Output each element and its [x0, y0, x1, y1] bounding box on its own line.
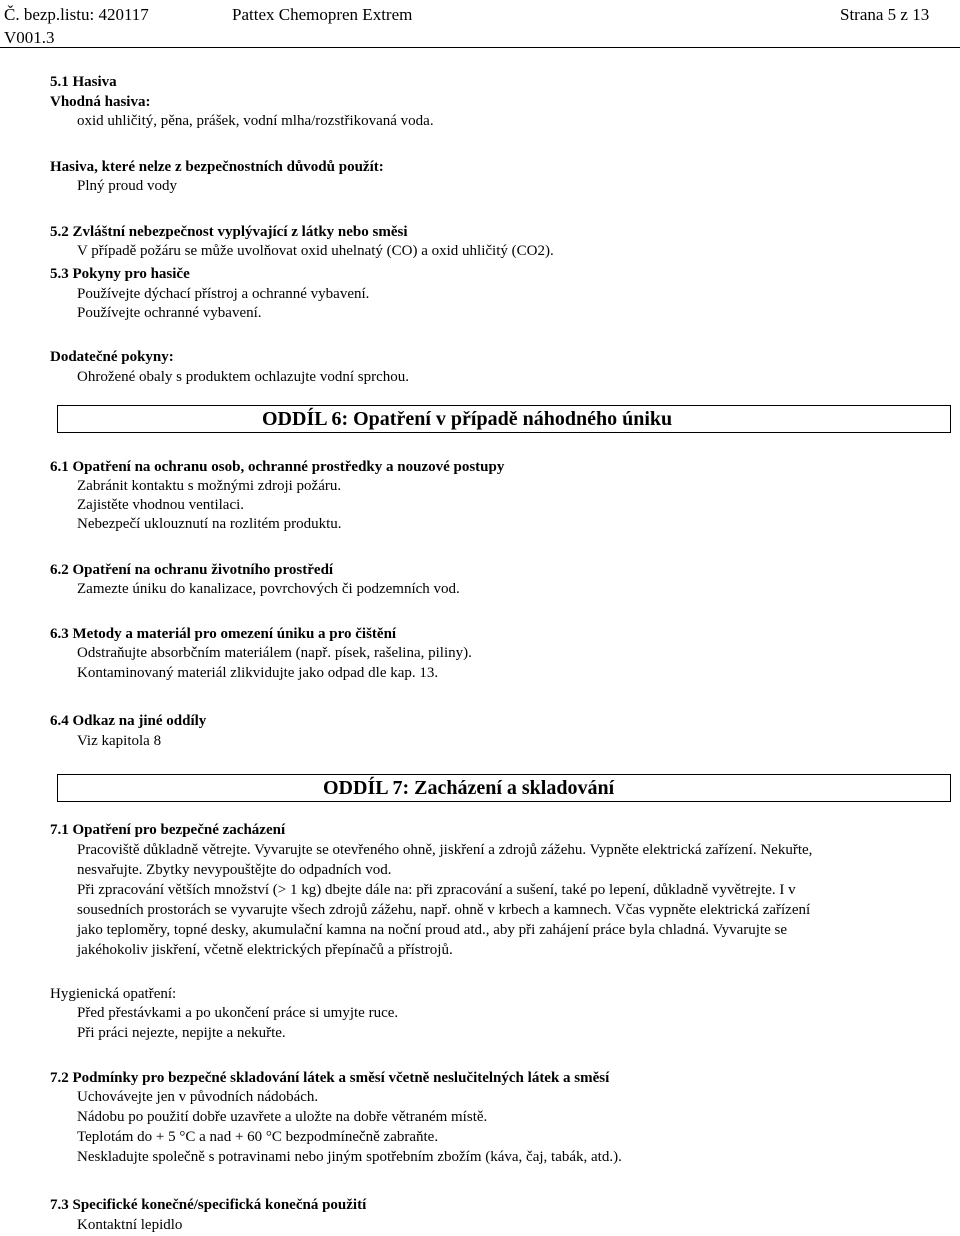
text-6-1-a: Zabránit kontaktu s možnými zdroji požáru. [77, 478, 342, 494]
hygiene-label: Hygienická opatření: [50, 986, 177, 1002]
text-7-1-line-4: sousedních prostorách se vyvarujte všech zdrojů zážehu, např. ohně v krbech a kamnech. Včas vypněte elektrická zařízení [77, 902, 811, 918]
text-5-3-b: Používejte ochranné vybavení. [77, 305, 262, 321]
heading-6-2: 6.2 Opatření na ochranu životního prostředí [50, 562, 334, 578]
heading-6-4: 6.4 Odkaz na jiné oddíly [50, 713, 207, 729]
hygiene-text-b: Při práci nejezte, nepijte a nekuřte. [77, 1025, 286, 1041]
heading-5-1: 5.1 Hasiva [50, 74, 117, 90]
sheet-number: Č. bezp.listu: 420117 [4, 5, 149, 24]
heading-7-1: 7.1 Opatření pro bezpečné zacházení [50, 822, 286, 838]
heading-5-3: 5.3 Pokyny pro hasiče [50, 266, 190, 282]
version-label: V001.3 [4, 28, 55, 47]
heading-6-3: 6.3 Metody a materiál pro omezení úniku a pro čištění [50, 626, 397, 642]
text-7-2-d: Neskladujte společně s potravinami nebo jiným spotřebním zbožím (káva, čaj, tabák, atd.). [77, 1149, 622, 1165]
additional-label: Dodatečné pokyny: [50, 349, 174, 365]
text-7-2-a: Uchovávejte jen v původních nádobách. [77, 1089, 319, 1105]
heading-7-3: 7.3 Specifické konečné/specifická konečná použití [50, 1197, 367, 1213]
text-6-2: Zamezte úniku do kanalizace, povrchových či podzemních vod. [77, 581, 460, 597]
suitable-media-text: oxid uhličitý, pěna, prášek, vodní mlha/rozstřikovaná voda. [77, 113, 434, 129]
heading-6-1: 6.1 Opatření na ochranu osob, ochranné prostředky a nouzové postupy [50, 459, 505, 475]
header-divider [0, 47, 960, 48]
text-6-1-c: Nebezpečí uklouznutí na rozlitém produktu. [77, 516, 342, 532]
text-7-3: Kontaktní lepidlo [77, 1217, 183, 1233]
unsuitable-media-text: Plný proud vody [77, 178, 178, 194]
product-name: Pattex Chemopren Extrem [232, 5, 413, 24]
text-7-2-b: Nádobu po použití dobře uzavřete a uložte na dobře větraném místě. [77, 1109, 488, 1125]
text-7-1-line-5: jako teploměry, topné desky, akumulační kamna na noční proud atd., aby při zahájení práce byla chladná. Vyvarujte se [77, 922, 788, 938]
unsuitable-media-label: Hasiva, které nelze z bezpečnostních důvodů použít: [50, 159, 384, 175]
text-7-1-line-1: Pracoviště důkladně větrejte. Vyvarujte se otevřeného ohně, jiskření a zdrojů zážehu. Vypněte elektrická zařízení. Nekuřte, [77, 842, 813, 858]
text-6-1-b: Zajistěte vhodnou ventilaci. [77, 497, 245, 513]
text-5-2: V případě požáru se může uvolňovat oxid uhelnatý (CO) a oxid uhličitý (CO2). [77, 243, 554, 259]
hygiene-text-a: Před přestávkami a po ukončení práce si umyjte ruce. [77, 1005, 399, 1021]
text-6-3-b: Kontaminovaný materiál zlikvidujte jako odpad dle kap. 13. [77, 665, 439, 681]
text-7-1-line-3: Při zpracování větších množství (> 1 kg) dbejte dále na: při zpracování a sušení, také po lepení, důkladně vyvětrejte. I v [77, 882, 796, 898]
section-7-title: ODDÍL 7: Zacházení a skladování [323, 777, 615, 799]
text-7-2-c: Teplotám do + 5 °C a nad + 60 °C bezpodmínečně zabraňte. [77, 1129, 439, 1145]
text-7-1-line-2: nesvařujte. Zbytky nevypouštějte do odpadních vod. [77, 862, 392, 878]
text-5-3-a: Používejte dýchací přístroj a ochranné vybavení. [77, 286, 370, 302]
page-number: Strana 5 z 13 [840, 5, 930, 24]
text-6-4: Viz kapitola 8 [77, 733, 162, 749]
suitable-media-label: Vhodná hasiva: [50, 94, 151, 110]
heading-5-2: 5.2 Zvláštní nebezpečnost vyplývající z látky nebo směsi [50, 224, 408, 240]
heading-7-2: 7.2 Podmínky pro bezpečné skladování látek a směsí včetně neslučitelných látek a směsí [50, 1070, 610, 1086]
text-7-1-line-6: jakéhokoliv jiskření, včetně elektrických přepínačů a přístrojů. [77, 942, 453, 958]
section-6-title: ODDÍL 6: Opatření v případě náhodného úniku [262, 408, 673, 430]
additional-text: Ohrožené obaly s produktem ochlazujte vodní sprchou. [77, 369, 409, 385]
text-6-3-a: Odstraňujte absorbčním materiálem (např. písek, rašelina, piliny). [77, 645, 472, 661]
